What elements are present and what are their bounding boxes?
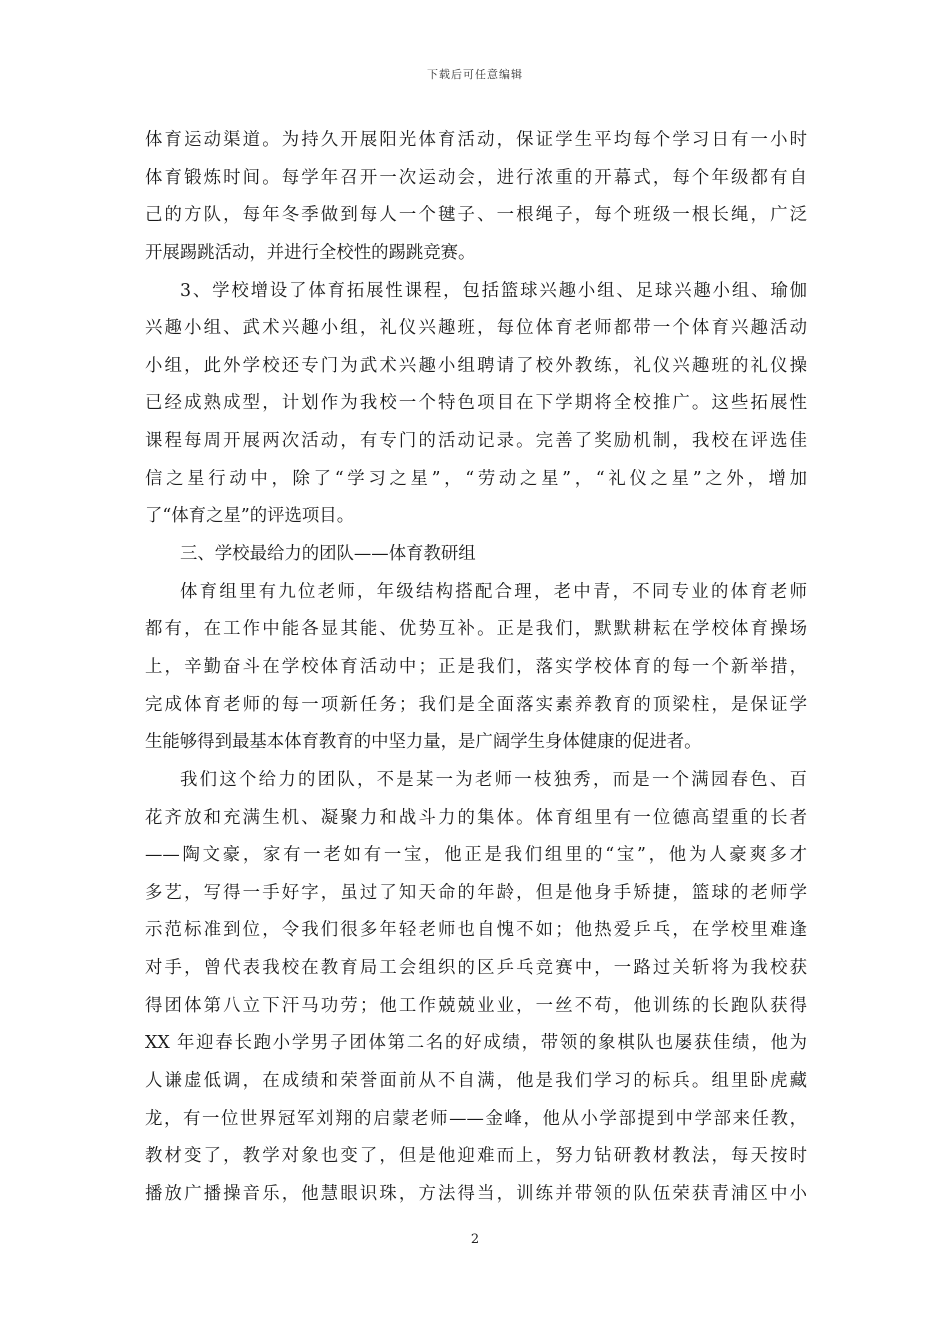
text-line: 得团体第八立下汗马功劳；他工作兢兢业业，一丝不苟，他训练的长跑队获得 [145,995,807,1016]
text-line: 对手，曾代表我校在教育局工会组织的区乒乓竞赛中，一路过关斩将为我校获 [145,958,807,979]
text-line: 了“体育之星”的评选项目。 [145,506,355,527]
text-line: 播放广播操音乐，他慧眼识珠，方法得当，训练并带领的队伍荣获青浦区中小 [145,1183,807,1204]
text-line: 人谦虚低调，在成绩和荣誉面前从不自满，他是我们学习的标兵。组里卧虎藏 [145,1071,807,1092]
text-line: 生能够得到最基本体育教育的中坚力量，是广阔学生身体健康的促进者。 [145,732,702,753]
text-line: 花齐放和充满生机、凝聚力和战斗力的集体。体育组里有一位德高望重的长者 [145,807,807,828]
text-line: 信之星行动中，除了“学习之星”，“劳动之星”，“礼仪之星”之外，增加 [145,468,807,489]
document-body [145,122,807,1214]
text-line: 教材变了，教学对象也变了，但是他迎难而上，努力钻研教材教法，每天按时 [145,1146,807,1167]
text-line: 体育锻炼时间。每学年召开一次运动会，进行浓重的开幕式，每个年级都有自 [145,167,807,188]
text-line: 完成体育老师的每一项新任务；我们是全面落实素养教育的顶梁柱，是保证学 [145,694,807,715]
text-line: 己的方队，每年冬季做到每人一个毽子、一根绳子，每个班级一根长绳，广泛 [145,205,807,226]
text-line: 体育组里有九位老师，年级结构搭配合理，老中青，不同专业的体育老师 [180,581,807,602]
page-number: 2 [470,1232,480,1247]
text-line: 兴趣小组、武术兴趣小组，礼仪兴趣班，每位体育老师都带一个体育兴趣活动 [145,318,807,339]
text-line: 三、学校最给力的团队——体育教研组 [180,544,476,565]
text-line: 上，辛勤奋斗在学校体育活动中；正是我们，落实学校体育的每一个新举措， [145,656,807,677]
text-line: 示范标准到位，令我们很多年轻老师也自愧不如；他热爱乒乓，在学校里难逢 [145,920,807,941]
text-line: 我们这个给力的团队，不是某一为老师一枝独秀，而是一个满园春色、百 [180,769,807,790]
text-line: XX 年迎春长跑小学男子团体第二名的好成绩，带领的象棋队也屡获佳绩，他为 [145,1033,807,1054]
text-line: 课程每周开展两次活动，有专门的活动记录。完善了奖励机制，我校在评选佳 [145,431,807,452]
text-line: 开展踢跳活动，并进行全校性的踢跳竞赛。 [145,242,476,263]
text-line: 已经成熟成型，计划作为我校一个特色项目在下学期将全校推广。这些拓展性 [145,393,807,414]
text-line: 龙，有一位世界冠军刘翔的启蒙老师——金峰，他从小学部提到中学部来任教， [145,1108,807,1129]
text-line: 小组，此外学校还专门为武术兴趣小组聘请了校外教练，礼仪兴趣班的礼仪操 [145,355,807,376]
page-header: 下载后可任意编辑 [427,68,523,81]
text-line: ——陶文豪，家有一老如有一宝，他正是我们组里的“宝”，他为人豪爽多才 [145,845,807,866]
text-line: 都有，在工作中能各显其能、优势互补。正是我们，默默耕耘在学校体育操场 [145,619,807,640]
text-line: 多艺，写得一手好字，虽过了知天命的年龄，但是他身手矫捷，篮球的老师学 [145,882,807,903]
text-line: 体育运动渠道。为持久开展阳光体育活动，保证学生平均每个学习日有一小时 [145,130,807,150]
text-line: 3、学校增设了体育拓展性课程，包括篮球兴趣小组、足球兴趣小组、瑜伽 [180,280,807,301]
